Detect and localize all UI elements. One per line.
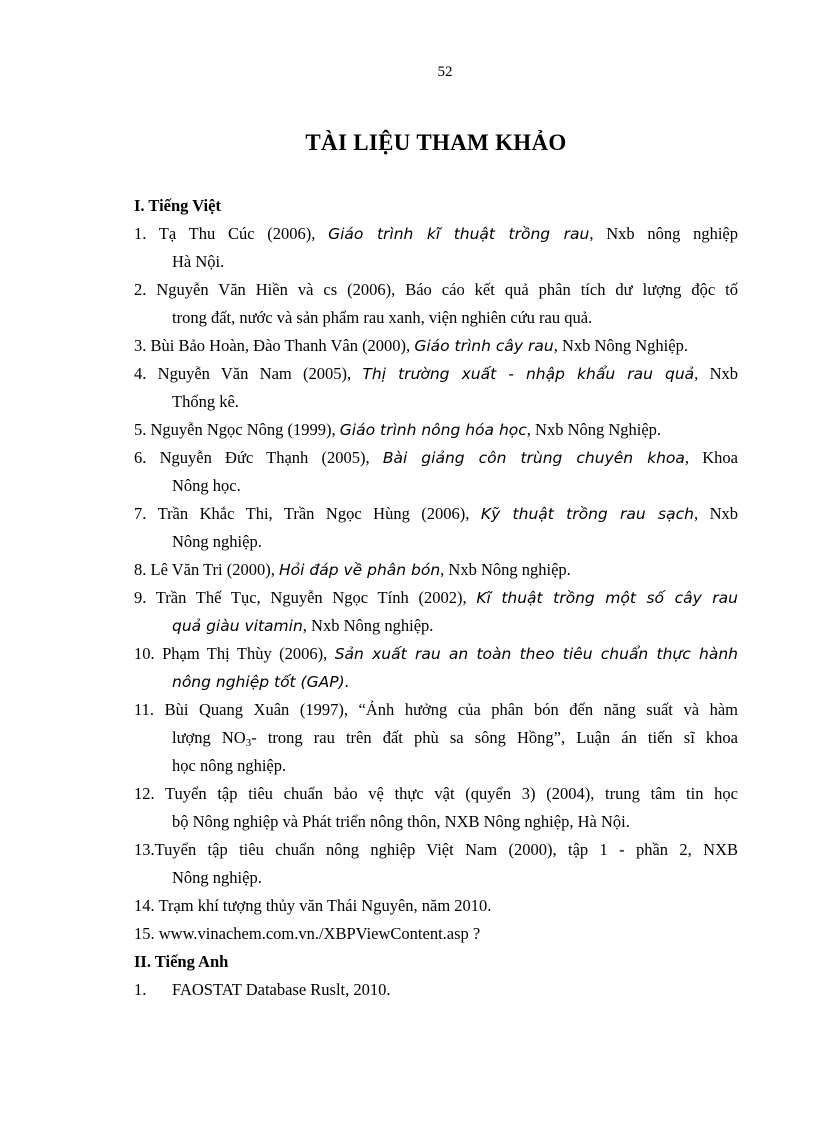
reference-item: 9. Trần Thế Tục, Nguyễn Ngọc Tính (2002), Kĩ thuật trồng một số cây rau quả giàu vitamin, Nxb Nông nghiệp. [134, 588, 738, 635]
reference-item: 10. Phạm Thị Thùy (2006), Sản xuất rau an toàn theo tiêu chuẩn thực hành nông nghiệp tốt (GAP). [134, 644, 738, 691]
section-heading-english: II. Tiếng Anh [134, 952, 229, 971]
reference-item: 14. Trạm khí tượng thủy văn Thái Nguyên, năm 2010. [134, 896, 492, 915]
section-heading-vietnamese: I. Tiếng Việt [134, 196, 221, 215]
reference-item: 6. Nguyễn Đức Thạnh (2005), Bài giảng côn trùng chuyên khoa, Khoa Nông học. [134, 448, 738, 495]
page-title: TÀI LIỆU THAM KHẢO [305, 130, 567, 155]
page-number: 52 [437, 64, 453, 80]
reference-item: 7. Trần Khắc Thi, Trần Ngọc Hùng (2006), Kỹ thuật trồng rau sạch, Nxb Nông nghiệp. [134, 504, 738, 551]
reference-item: 8. Lê Văn Tri (2000), Hỏi đáp về phân bón, Nxb Nông nghiệp. [134, 560, 571, 579]
reference-item: 11. Bùi Quang Xuân (1997), “Ảnh hưởng của phân bón đến năng suất và hàm lượng $NO_3-$ trong rau trên đất phù sa sông Hồng”, Luận án tiến sĩ khoa học nông nghiệp. [134, 700, 738, 775]
reference-item: 12. Tuyển tập tiêu chuẩn bảo vệ thực vật (quyển 3) (2004), trung tâm tin học bộ Nông nghiệp và Phát triển nông thôn, NXB Nông nghiệp, Hà Nội. [134, 784, 738, 831]
reference-item: 1. Tạ Thu Cúc (2006), Giáo trình kĩ thuật trồng rau, Nxb nông nghiệp Hà Nội. [134, 224, 739, 271]
reference-list [134, 192, 738, 1004]
reference-item: 13.Tuyển tập tiêu chuẩn nông nghiệp Việt Nam (2000), tập 1 - phần 2, NXB Nông nghiệp. [134, 840, 738, 887]
reference-item: 3. Bùi Bảo Hoàn, Đào Thanh Vân (2000), Giáo trình cây rau, Nxb Nông Nghiệp. [134, 336, 688, 355]
reference-item: 1. FAOSTAT Database Ruslt, 2010. [134, 980, 391, 999]
reference-item: 4. Nguyễn Văn Nam (2005), Thị trường xuất - nhập khẩu rau quả, Nxb Thống kê. [134, 364, 738, 411]
reference-item: 2. Nguyễn Văn Hiền và cs (2006), Báo cáo kết quả phân tích dư lượng độc tố trong đất, nước và sản phẩm rau xanh, viện nghiên cứu rau quả. [134, 280, 738, 327]
reference-item: 5. Nguyễn Ngọc Nông (1999), Giáo trình nông hóa học, Nxb Nông Nghiệp. [134, 420, 662, 439]
reference-item: 15. www.vinachem.com.vn./XBPViewContent.asp ? [134, 924, 481, 943]
